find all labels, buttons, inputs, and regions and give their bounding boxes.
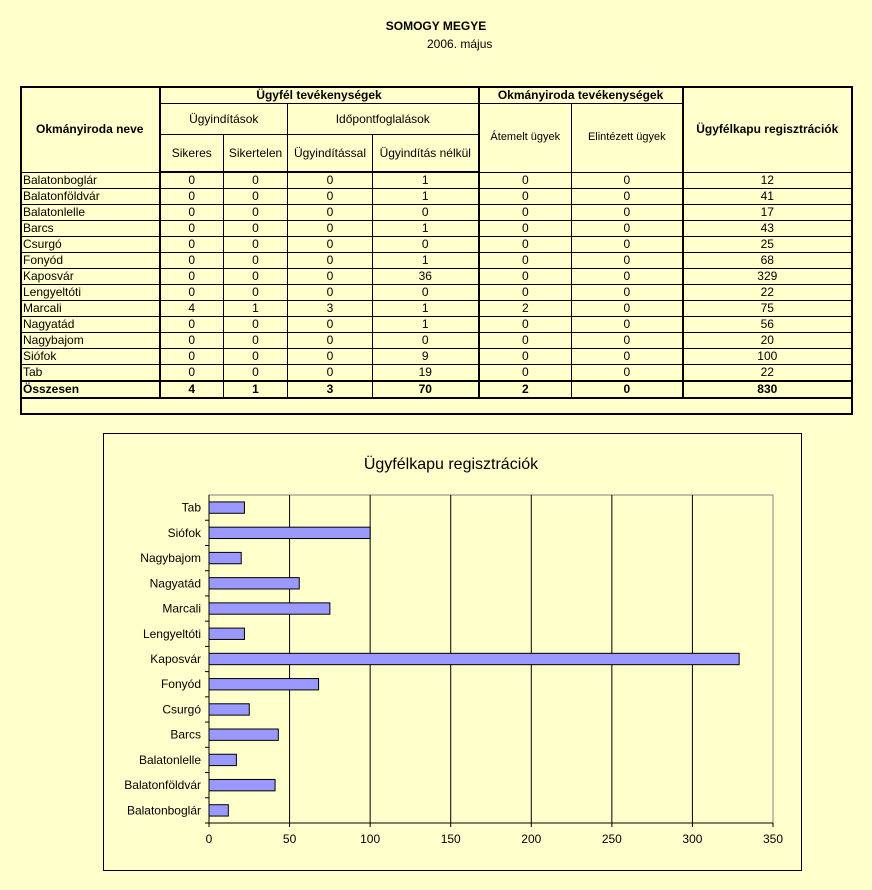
bar [209,754,236,765]
header-office-name: Okmányiroda neve [21,87,160,173]
bar [209,527,370,538]
table-row [21,365,852,382]
bar [209,679,319,690]
office-name-cell: Nagybajom [21,333,160,349]
value-cell: 0 [479,333,572,349]
office-name-cell: Összesen [21,381,160,398]
value-cell: 0 [224,285,288,301]
table-row [21,237,852,253]
office-name-cell: Siófok [21,349,160,365]
value-cell: 70 [373,381,479,398]
office-name-cell: Fonyód [21,253,160,269]
office-name-cell: Balatonföldvár [21,189,160,205]
value-cell: 0 [160,269,224,285]
value-cell: 0 [572,317,683,333]
y-category-label: Tab [181,500,201,515]
value-cell: 0 [160,172,224,189]
value-cell: 20 [683,333,852,349]
value-cell: 0 [224,365,288,382]
value-cell: 56 [683,317,852,333]
office-name-cell: Csurgó [21,237,160,253]
value-cell: 0 [224,349,288,365]
header-completed: Elintézett ügyek [572,104,683,173]
bar [209,603,330,614]
value-cell: 0 [288,221,373,237]
bar [209,578,299,589]
value-cell: 0 [572,285,683,301]
value-cell: 0 [224,205,288,221]
value-cell: 3 [288,301,373,317]
value-cell: 2 [479,381,572,398]
x-tick-label: 150 [440,832,461,846]
y-category-label: Nagybajom [140,551,201,566]
value-cell: 1 [373,221,479,237]
value-cell: 68 [683,253,852,269]
chart-title: Ügyfélkapu regisztrációk [363,456,539,473]
header-client-gateway: Ügyfélkapu regisztrációk [683,87,852,173]
value-cell: 22 [683,285,852,301]
header-client-activities: Ügyfél tevékenységek [160,87,479,104]
bar [209,805,228,816]
value-cell: 0 [479,349,572,365]
value-cell: 0 [160,205,224,221]
table-row [21,253,852,269]
value-cell: 17 [683,205,852,221]
value-cell: 0 [224,172,288,189]
table-row [21,301,852,317]
value-cell: 0 [572,349,683,365]
value-cell: 4 [160,381,224,398]
value-cell: 0 [160,189,224,205]
header-successful: Sikeres [160,135,224,173]
value-cell: 0 [572,253,683,269]
value-cell: 0 [288,285,373,301]
value-cell: 0 [224,237,288,253]
value-cell: 0 [288,333,373,349]
y-category-label: Siófok [167,525,201,540]
value-cell: 4 [160,301,224,317]
y-category-label: Fonyód [160,677,201,692]
value-cell: 0 [160,333,224,349]
value-cell: 0 [224,221,288,237]
header-unsuccessful: Sikertelen [224,135,288,173]
chart-container [103,433,802,871]
office-name-cell: Tab [21,365,160,382]
value-cell: 41 [683,189,852,205]
value-cell: 0 [288,317,373,333]
value-cell: 0 [479,365,572,382]
value-cell: 0 [479,237,572,253]
value-cell: 329 [683,269,852,285]
report-subtitle: 2006. május [427,37,493,51]
value-cell: 19 [373,365,479,382]
value-cell: 0 [373,237,479,253]
table-row [21,189,852,205]
value-cell: 0 [160,317,224,333]
value-cell: 1 [373,172,479,189]
value-cell: 9 [373,349,479,365]
value-cell: 0 [224,269,288,285]
value-cell: 0 [373,205,479,221]
table-row [21,172,852,189]
table-row [21,221,852,237]
bar [209,653,739,664]
header-transferred: Átemelt ügyek [479,104,572,173]
value-cell: 2 [479,301,572,317]
value-cell: 0 [224,253,288,269]
x-tick-label: 250 [601,832,622,846]
client-gateway-bar-chart [104,434,801,870]
header-appointments: Időpontfoglalások [288,104,479,135]
value-cell: 0 [288,365,373,382]
value-cell: 0 [160,253,224,269]
x-tick-label: 350 [762,832,784,846]
x-tick-label: 100 [360,832,381,846]
value-cell: 43 [683,221,852,237]
office-name-cell: Marcali [21,301,160,317]
value-cell: 0 [160,237,224,253]
y-category-label: Barcs [170,727,201,742]
value-cell: 36 [373,269,479,285]
value-cell: 25 [683,237,852,253]
value-cell: 0 [572,221,683,237]
total-row [21,381,852,398]
value-cell: 1 [373,301,479,317]
value-cell: 0 [479,285,572,301]
value-cell: 12 [683,172,852,189]
y-category-label: Balatonlelle [138,752,201,767]
value-cell: 1 [373,253,479,269]
value-cell: 0 [160,285,224,301]
y-category-label: Balatonboglár [126,803,201,818]
value-cell: 0 [373,333,479,349]
table-row [21,285,852,301]
y-category-label: Lengyeltóti [142,626,201,641]
bar [209,779,275,790]
value-cell: 1 [224,301,288,317]
header-case-starts: Ügyindítások [160,104,288,135]
table-row [21,205,852,221]
table-row [21,317,852,333]
bar [209,729,278,740]
y-category-label: Csurgó [162,702,201,717]
value-cell: 0 [572,189,683,205]
value-cell: 0 [288,205,373,221]
header-with-case-start: Ügyindítással [288,135,373,173]
y-category-label: Balatonföldvár [124,778,201,793]
x-tick-label: 50 [282,832,297,846]
office-name-cell: Balatonboglár [21,172,160,189]
office-name-cell: Barcs [21,221,160,237]
value-cell: 0 [288,189,373,205]
x-tick-label: 300 [682,832,703,846]
value-cell: 0 [288,349,373,365]
y-category-label: Marcali [162,601,201,616]
report-title: SOMOGY MEGYE [385,19,487,33]
value-cell: 0 [479,205,572,221]
value-cell: 0 [572,365,683,382]
value-cell: 830 [683,381,852,398]
value-cell: 0 [479,172,572,189]
value-cell: 0 [479,269,572,285]
value-cell: 0 [479,253,572,269]
value-cell: 0 [572,333,683,349]
value-cell: 1 [224,381,288,398]
value-cell: 0 [572,172,683,189]
table-row [21,333,852,349]
value-cell: 0 [572,237,683,253]
x-tick-label: 0 [205,832,213,846]
value-cell: 0 [572,301,683,317]
value-cell: 1 [373,317,479,333]
value-cell: 0 [288,172,373,189]
value-cell: 0 [479,221,572,237]
value-cell: 0 [572,381,683,398]
value-cell: 0 [373,285,479,301]
value-cell: 0 [288,237,373,253]
value-cell: 1 [373,189,479,205]
value-cell: 0 [288,253,373,269]
header-without-case-start: Ügyindítás nélkül [373,135,479,173]
value-cell: 22 [683,365,852,382]
value-cell: 0 [160,221,224,237]
value-cell: 0 [572,205,683,221]
value-cell: 75 [683,301,852,317]
bar [209,502,244,513]
bar [209,628,244,639]
header-office-activities: Okmányiroda tevékenységek [479,87,683,104]
bar [209,552,241,563]
x-tick-label: 200 [521,832,542,846]
office-name-cell: Balatonlelle [21,205,160,221]
y-category-label: Kaposvár [150,652,201,666]
office-name-cell: Nagyatád [21,317,160,333]
value-cell: 0 [160,349,224,365]
value-cell: 0 [288,269,373,285]
statistics-table [20,86,852,399]
value-cell: 0 [224,317,288,333]
value-cell: 0 [160,365,224,382]
office-name-cell: Lengyeltóti [21,285,160,301]
value-cell: 0 [572,269,683,285]
table-row [21,349,852,365]
value-cell: 3 [288,381,373,398]
table-row [21,269,852,285]
value-cell: 0 [479,189,572,205]
value-cell: 0 [224,189,288,205]
office-name-cell: Kaposvár [21,269,160,285]
value-cell: 100 [683,349,852,365]
value-cell: 0 [224,333,288,349]
y-category-label: Nagyatád [149,576,201,591]
value-cell: 0 [479,317,572,333]
bar [209,704,249,715]
